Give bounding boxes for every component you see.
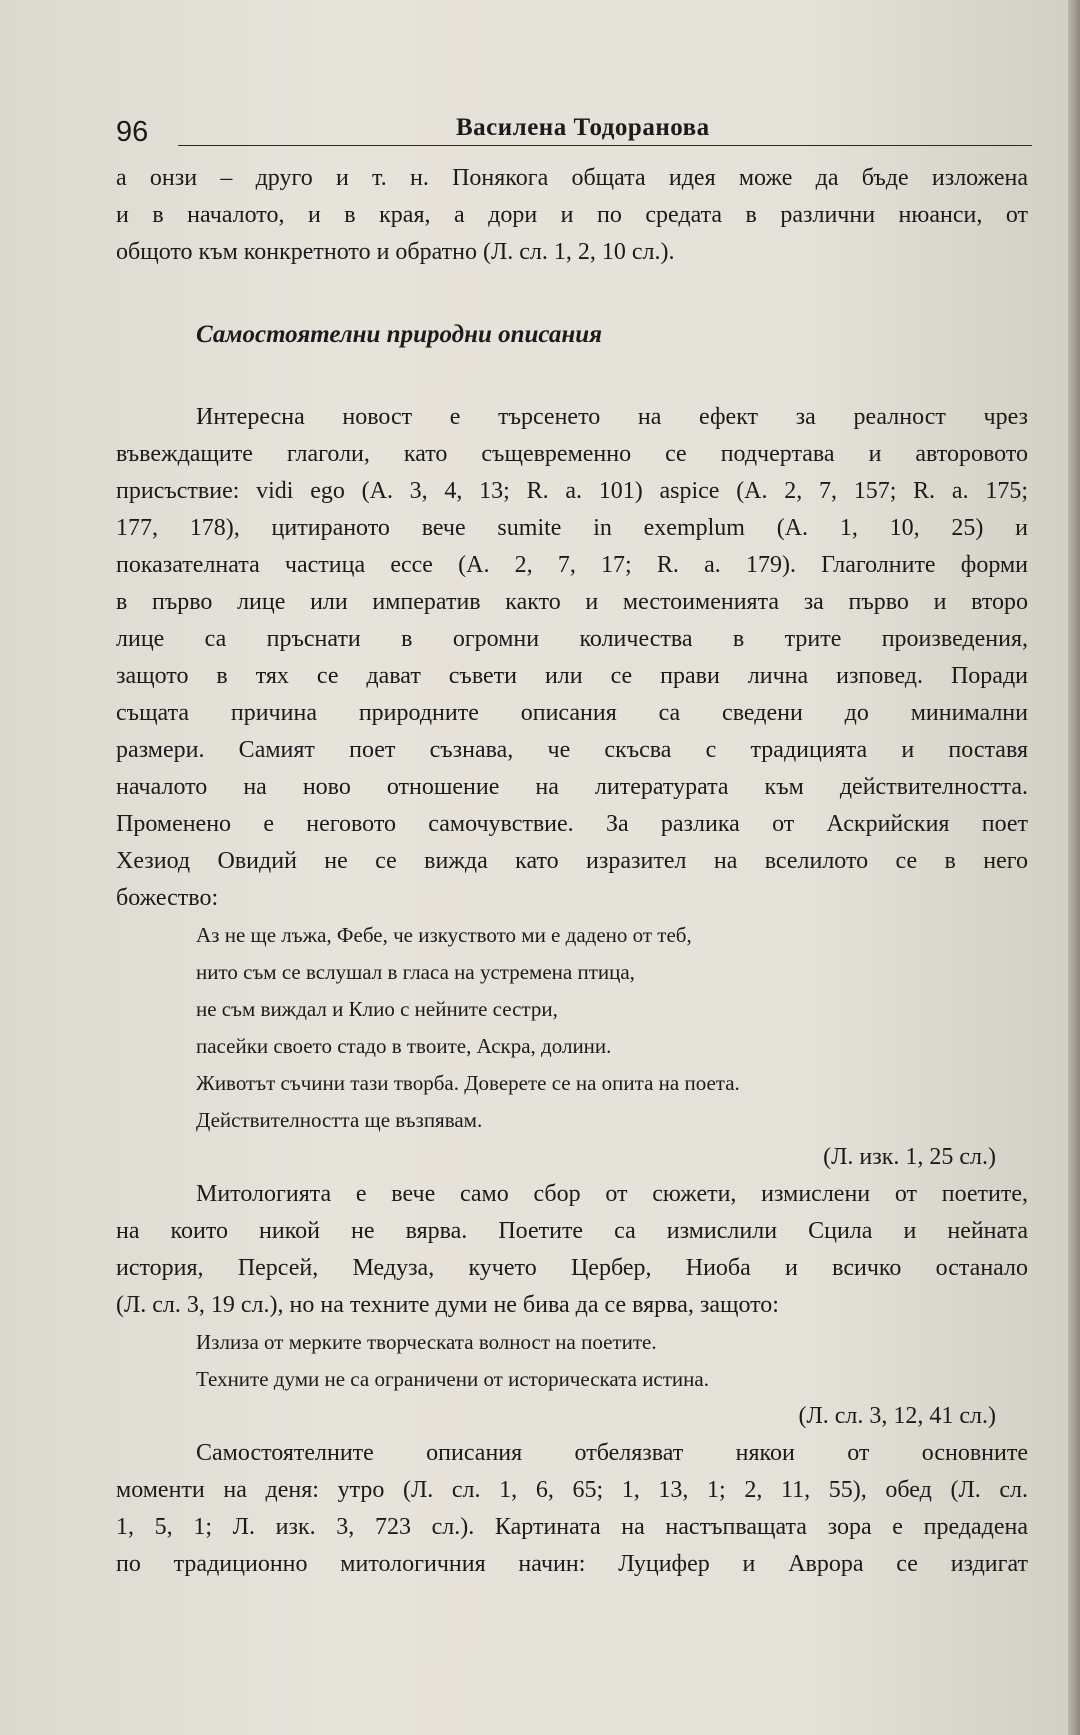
text-line: на които никой не вярва. Поетите са измислили Сцила и нейната [116,1218,1028,1244]
text-line: въвеждащите глаголи, като същевременно се подчертава и авторовото [116,441,1028,467]
continued-paragraph [116,160,1028,271]
verse-line: Действителността ще възпявам. [196,1108,483,1132]
header-rule [178,145,1032,146]
text-line: Хезиод Овидий не се вижда като изразител на вселилото се в него [116,848,1028,874]
text-line: а онзи – друго и т. н. Понякога общата идея може да бъде изложена [116,165,1028,191]
verse-line: не съм виждал и Клио с нейните сестри, [196,997,558,1021]
verse-citation: (Л. сл. 3, 12, 41 сл.) [798,1403,996,1429]
page-number: 96 [116,116,149,148]
paragraph [116,1176,1028,1324]
text-line: присъствие: vidi ego (А. 3, 4, 13; R. a. 101) aspice (А. 2, 7, 157; R. a. 175; [116,478,1028,504]
page-body [116,160,1028,1583]
verse-line: Животът съчини тази творба. Доверете се на опита на поета. [196,1071,740,1095]
text-line: 177, 178), цитираното вече sumite in exemplum (А. 1, 10, 25) и [116,515,1028,541]
verse-line: Излиза от мерките творческата волност на поетите. [196,1330,657,1354]
page-header [116,108,1032,148]
verse-quote [116,1324,1028,1435]
verse-line: Аз не ще лъжа, Фебе, че изкуството ми е дадено от теб, [196,923,692,947]
verse-quote [116,917,1028,1176]
verse-citation: (Л. изк. 1, 25 сл.) [823,1144,996,1170]
text-line: Променено е неговото самочувствие. За разлика от Аскрийския поет [116,811,1028,837]
verse-line: нито съм се вслушал в гласа на устремена птица, [196,960,635,984]
text-line: по традиционно митологичния начин: Луцифер и Аврора се издигат [116,1551,1028,1577]
text-line: моменти на деня: утро (Л. сл. 1, 6, 65; 1, 13, 1; 2, 11, 55), обед (Л. сл. [116,1477,1028,1503]
section-heading: Самостоятелни природни описания [196,321,603,348]
text-line: в първо лице или императив както и местоименията за първо и второ [116,589,1028,615]
text-line: размери. Самият поет съзнава, че скъсва с традицията и поставя [116,737,1028,763]
text-line: Митологията е вече само сбор от сюжети, измислени от поетите, [196,1181,1028,1207]
text-line: защото в тях се дават съвети или се прави лична изповед. Поради [116,663,1028,689]
text-line: Самостоятелните описания отбелязват някои от основните [196,1440,1028,1466]
text-line: 1, 5, 1; Л. изк. 3, 723 сл.). Картината на настъпващата зора е предадена [116,1514,1028,1540]
page-edge-shadow [1068,0,1080,1735]
text-line: (Л. сл. 3, 19 сл.), но на техните думи не бива да се вярва, защото: [116,1292,779,1318]
running-head-author: Василена Тодоранова [456,114,710,141]
text-line: история, Персей, Медуза, кучето Цербер, Ниоба и всичко останало [116,1255,1028,1281]
verse-line: Техните думи не са ограничени от историческата истина. [196,1367,709,1391]
text-line: лице са пръснати в огромни количества в трите произведения, [116,626,1028,652]
paragraph [116,399,1028,917]
text-line: общото към конкретното и обратно (Л. сл. 1, 2, 10 сл.). [116,239,675,265]
text-line: началото на ново отношение на литературата към действителността. [116,774,1028,800]
text-line: и в началото, и в края, а дори и по средата в различни нюанси, от [116,202,1028,228]
text-line: показателната частица ecce (А. 2, 7, 17; R. a. 179). Глаголните форми [116,552,1028,578]
paragraph [116,1435,1028,1583]
verse-line: пасейки своето стадо в твоите, Аскра, долини. [196,1034,612,1058]
text-line: същата причина природните описания са сведени до минимални [116,700,1028,726]
text-line: Интересна новост е търсенето на ефект за реалност чрез [196,404,1028,430]
text-line: божество: [116,885,219,911]
